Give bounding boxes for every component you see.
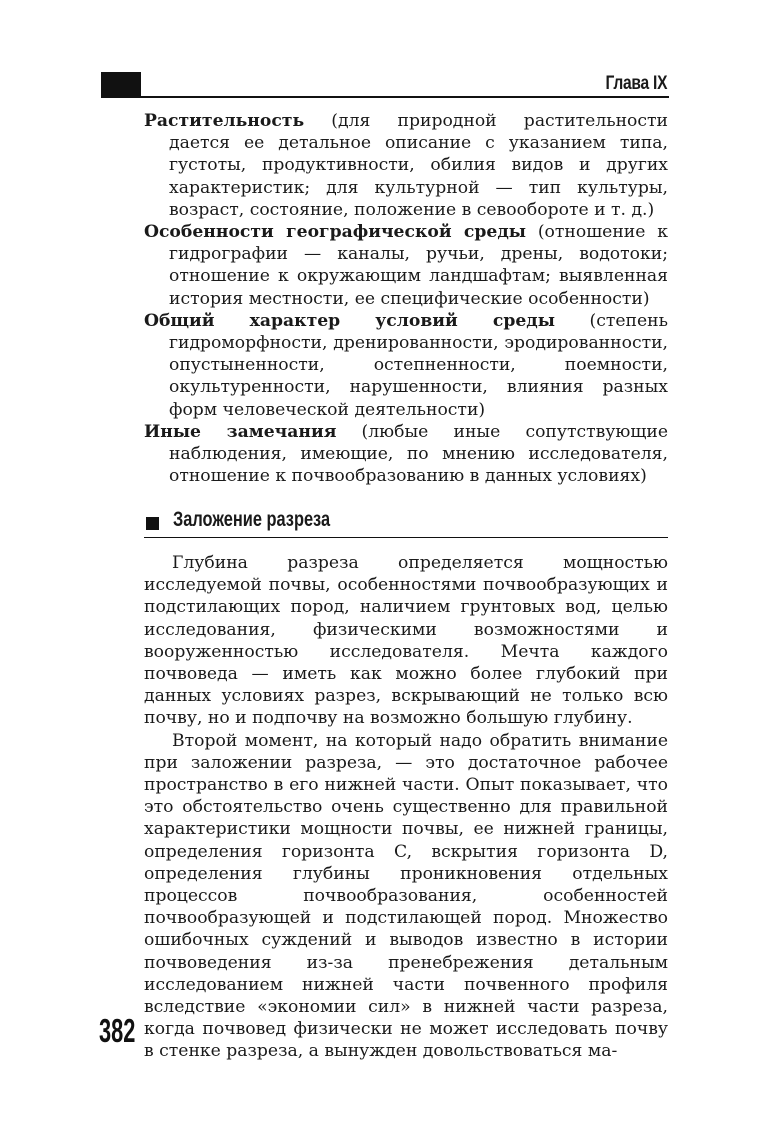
header-rule [141, 96, 669, 98]
header-black-block [101, 72, 141, 98]
section-title: Заложение разреза [173, 508, 331, 531]
square-bullet-icon [146, 517, 159, 530]
entry-text: (для природной растительности дается ее детальное описание с указанием типа, густоты, продуктивности, обилия видов и других характеристик; для культурной — тип культуры, возраст, состояние, положение в севообороте и т. д.) [169, 111, 668, 220]
entry-term: Иные замечания [144, 421, 337, 442]
entry-text: (любые иные сопутствующие наблюдения, имеющие, по мнению исследователя, отношение к почвообразованию в данных условиях) [169, 421, 668, 487]
entry-text: (степень гидроморфности, дренированности, эродированности, опустыненности, остепненности, поемности, окультуренности, нарушенности, влияния разных форм человеческой деятельности) [169, 310, 668, 420]
list-item [144, 421, 668, 488]
paragraph: Глубина разреза определяется мощностью исследуемой почвы, особенностями почвообразующих и подстилающих пород, наличием грунтовых вод, целью исследования, физическими возможностями и вооруженностью исследователя. Мечта каждого почвоведа — иметь как можно более глубокий при данных условиях разрез, вскрывающий не только всю почву, но и подпочву на возможно большую глубину. [144, 553, 668, 729]
page-number: 382 [99, 1012, 136, 1049]
paragraph: Второй момент, на который надо обратить внимание при заложении разреза, — это достаточное рабочее пространство в его нижней части. Опыт показывает, что это обстоятельство очень существенно для правильной характеристики мощности почвы, ее нижней границы, определения горизонта C, вскрытия горизонта D, определения глубины проникновения отдельных процессов почвообразования, особенностей почвообразующей и подстилающей пород. Множество ошибочных суждений и выводов известно в истории почвоведения из-за пренебрежения детальным исследованием нижней части почвенного профиля вследствие «экономии сил» в нижней части разреза, когда почвовед физически не может исследовать почву в стенке разреза, а вынужден довольствоваться ма- [144, 730, 668, 1062]
field-description-list [144, 110, 668, 487]
body-text [144, 552, 668, 1063]
list-item [144, 221, 668, 310]
running-header [101, 72, 669, 98]
section-heading [144, 507, 668, 538]
list-item [144, 110, 668, 221]
entry-term: Растительность [144, 111, 305, 131]
list-item [144, 310, 668, 421]
chapter-label: Глава IX [605, 73, 667, 94]
entry-text: (отношение к гидрографии — каналы, ручьи, дрены, водотоки; отношение к окружающим ландшафтам; выявленная история местности, ее специфические особенности) [169, 222, 668, 309]
entry-term: Особенности географической среды [144, 222, 527, 243]
entry-term: Общий характер условий среды [144, 310, 555, 331]
